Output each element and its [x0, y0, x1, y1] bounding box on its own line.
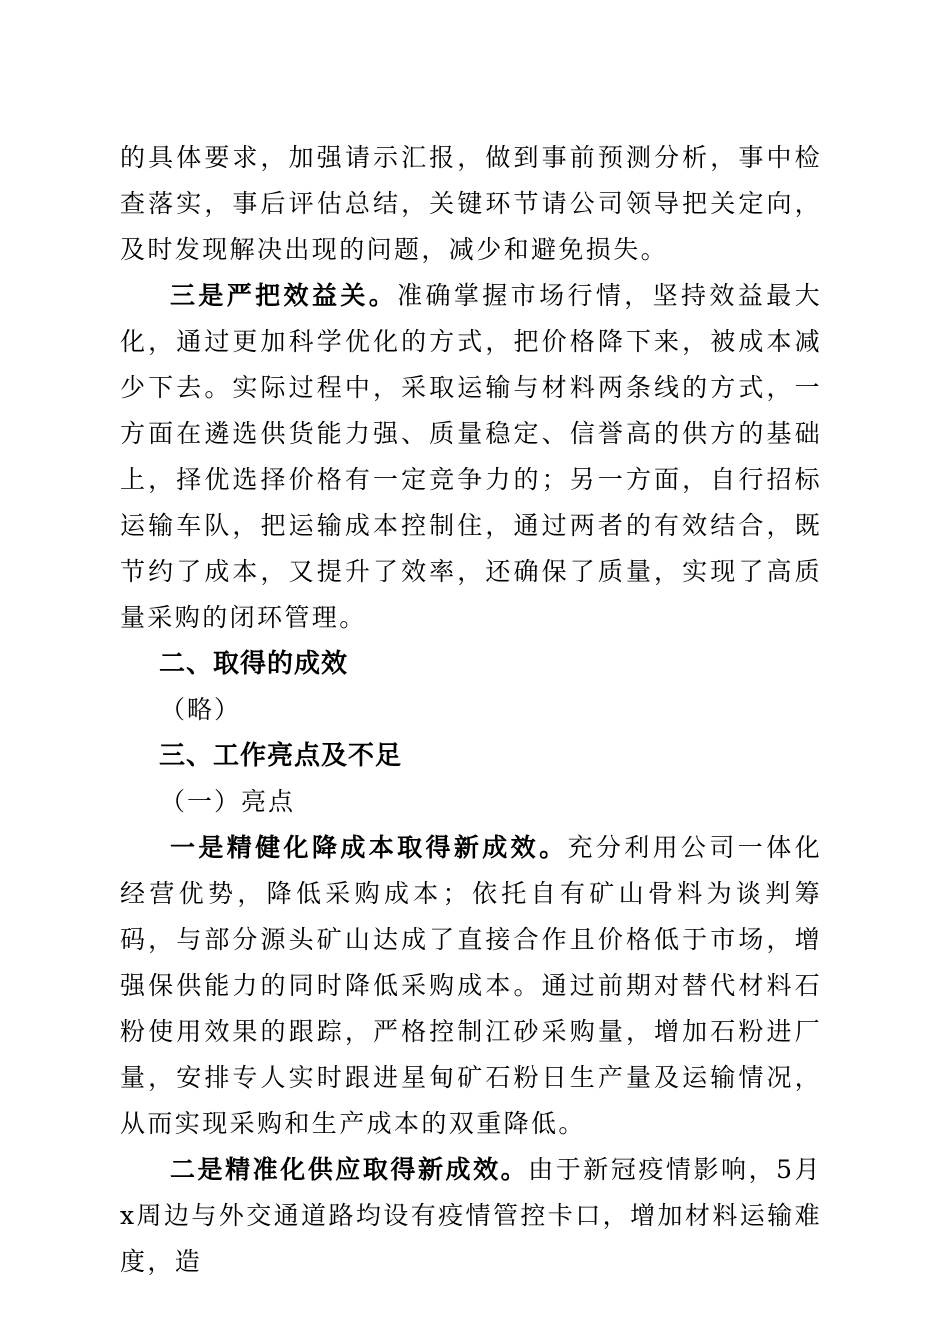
- subheading-highlights: （一）亮点: [160, 787, 296, 816]
- paragraph-efficiency-body: 准确掌握市场行情，坚持效益最大化，通过更加科学优化的方式，把价格降下来，被成本减少下去。实际过程中，采取运输与材料两条线的方式，一方面在遴选供货能力强、质量稳定、信誉高的供方的基础上，择优选择价格有一定竞争力的；另一方面，自行招标运输车队，把运输成本控制住，通过两者的有效结合，既节约了成本，又提升了效率，还确保了质量，实现了高质量采购的闭环管理。: [120, 281, 822, 632]
- paragraph-efficiency-lead: 三是严把效益关。: [170, 281, 398, 310]
- section-note-omitted: （略）: [160, 695, 242, 724]
- paragraph-cost-reduction-lead: 一是精健化降成本取得新成效。: [170, 833, 568, 862]
- paragraph-supply-body: 由于新冠疫情影响，5月x周边与外交通道路均设有疫情管控卡口，增加材料运输难度，造: [120, 1155, 822, 1276]
- paragraph-cost-reduction: [120, 825, 822, 1147]
- paragraph-cost-reduction-body: 充分利用公司一体化经营优势，降低采购成本；依托自有矿山骨料为谈判筹码，与部分源头矿山达成了直接合作且价格低于市场，增强保供能力的同时降低采购成本。通过前期对替代材料石粉使用效果的跟踪，严格控制江砂采购量，增加石粉进厂量，安排专人实时跟进星甸矿石粉日生产量及运输情况，从而实现采购和生产成本的双重降低。: [120, 833, 822, 1138]
- paragraph-continued: 的具体要求，加强请示汇报，做到事前预测分析，事中检查落实，事后评估总结，关键环节请公司领导把关定向，及时发现解决出现的问题，减少和避免损失。: [120, 143, 822, 264]
- paragraph-supply: [120, 1147, 822, 1285]
- section-heading-results: 二、取得的成效: [159, 649, 349, 679]
- paragraph-supply-lead: 二是精准化供应取得新成效。: [170, 1155, 529, 1184]
- paragraph-efficiency: [120, 273, 822, 641]
- section-heading-highlights: 三、工作亮点及不足: [159, 741, 403, 771]
